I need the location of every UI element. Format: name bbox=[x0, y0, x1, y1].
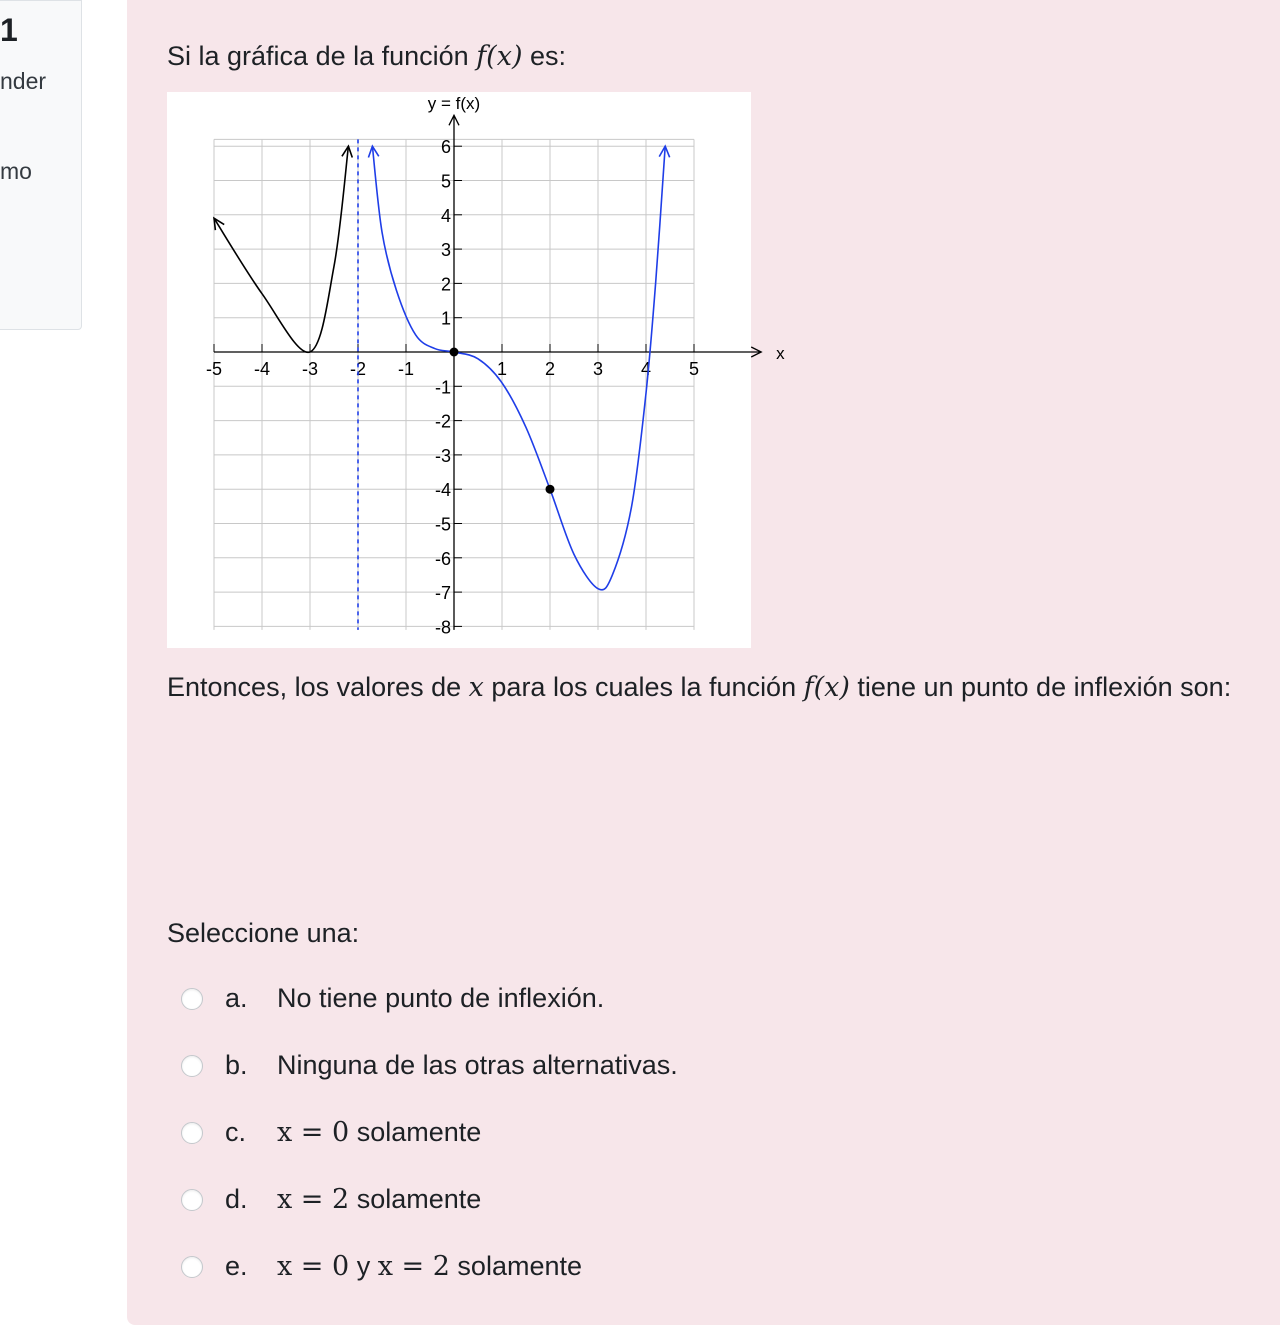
y-tick-label: 5 bbox=[440, 171, 451, 192]
body-var-x: x bbox=[468, 672, 484, 703]
option-suffix: solamente bbox=[449, 1251, 582, 1281]
question-content bbox=[127, 0, 1280, 1325]
option-math-1: x = 0 bbox=[277, 1251, 350, 1282]
x-tick-label: 2 bbox=[544, 359, 556, 379]
option-suffix: solamente bbox=[349, 1184, 482, 1214]
graph-title: y = f(x) bbox=[427, 94, 481, 113]
radio-b[interactable] bbox=[181, 1055, 203, 1077]
x-tick-label: 1 bbox=[496, 359, 508, 379]
radio-c[interactable] bbox=[181, 1122, 203, 1144]
option-letter: c. bbox=[225, 1117, 247, 1147]
option-e[interactable] bbox=[181, 1233, 678, 1300]
question-grade-text: mo bbox=[0, 158, 32, 184]
option-text: No tiene punto de inflexión. bbox=[277, 983, 605, 1013]
option-d[interactable] bbox=[181, 1166, 678, 1233]
series-arrow bbox=[214, 218, 224, 230]
intro-suffix: es: bbox=[522, 41, 567, 71]
option-suffix: solamente bbox=[349, 1117, 482, 1147]
question-intro bbox=[167, 34, 566, 79]
option-text: Ninguna de las otras alternativas. bbox=[277, 1050, 678, 1080]
x-tick-label: -4 bbox=[253, 359, 271, 379]
body-part1: Entonces, los valores de bbox=[167, 672, 469, 702]
option-c[interactable] bbox=[181, 1099, 678, 1166]
y-tick-label: -8 bbox=[434, 617, 451, 638]
body-function: f(x) bbox=[803, 672, 850, 703]
y-tick-label: 3 bbox=[440, 240, 451, 261]
intro-function: f(x) bbox=[476, 41, 523, 72]
option-math: x = 0 bbox=[277, 1117, 350, 1148]
option-b[interactable] bbox=[181, 1032, 678, 1099]
function-graph bbox=[167, 92, 785, 648]
x-tick-label: -2 bbox=[349, 359, 367, 379]
option-text bbox=[277, 1184, 481, 1215]
option-letter: d. bbox=[225, 1184, 248, 1214]
y-tick-label: -1 bbox=[434, 377, 451, 398]
question-body bbox=[167, 665, 1247, 710]
option-math-2: x = 2 bbox=[377, 1251, 450, 1282]
x-tick-label: -3 bbox=[301, 359, 319, 379]
y-tick-label: -2 bbox=[434, 411, 451, 432]
y-tick-label: 6 bbox=[440, 137, 451, 158]
answer-options bbox=[181, 965, 678, 1300]
option-letter: e. bbox=[225, 1251, 248, 1281]
radio-e[interactable] bbox=[181, 1256, 203, 1278]
y-tick-label: -7 bbox=[434, 583, 451, 604]
x-axis-label: x bbox=[776, 344, 785, 363]
body-part2: para los cuales la función bbox=[483, 672, 804, 702]
y-tick-label: 2 bbox=[440, 274, 451, 295]
marked-point bbox=[546, 485, 555, 494]
body-part3: tiene un punto de inflexión son: bbox=[849, 672, 1232, 702]
radio-d[interactable] bbox=[181, 1189, 203, 1211]
option-connector: y bbox=[349, 1251, 378, 1281]
marked-point bbox=[450, 348, 459, 357]
option-a[interactable] bbox=[181, 965, 678, 1032]
option-letter: b. bbox=[225, 1050, 248, 1080]
y-tick-label: -4 bbox=[434, 480, 451, 501]
function-graph-svg bbox=[167, 92, 785, 648]
x-tick-label: 4 bbox=[640, 359, 652, 379]
y-tick-label: -3 bbox=[434, 445, 451, 466]
x-tick-label: 3 bbox=[592, 359, 604, 379]
intro-prefix: Si la gráfica de la función bbox=[167, 41, 477, 71]
radio-a[interactable] bbox=[181, 988, 203, 1010]
question-status-text: nder bbox=[0, 68, 47, 94]
y-tick-label: 1 bbox=[440, 308, 451, 329]
y-tick-label: -5 bbox=[434, 514, 451, 535]
select-prompt: Seleccione una: bbox=[167, 918, 360, 948]
x-tick-label: -5 bbox=[205, 359, 223, 379]
option-math: x = 2 bbox=[277, 1184, 350, 1215]
question-number: 1 bbox=[0, 12, 18, 48]
x-tick-label: 5 bbox=[688, 359, 700, 379]
x-tick-label: -1 bbox=[397, 359, 415, 379]
option-text bbox=[277, 1251, 582, 1282]
option-letter: a. bbox=[225, 983, 248, 1013]
option-text bbox=[277, 1117, 481, 1148]
y-tick-label: 4 bbox=[440, 205, 451, 226]
y-tick-label: -6 bbox=[434, 548, 451, 569]
